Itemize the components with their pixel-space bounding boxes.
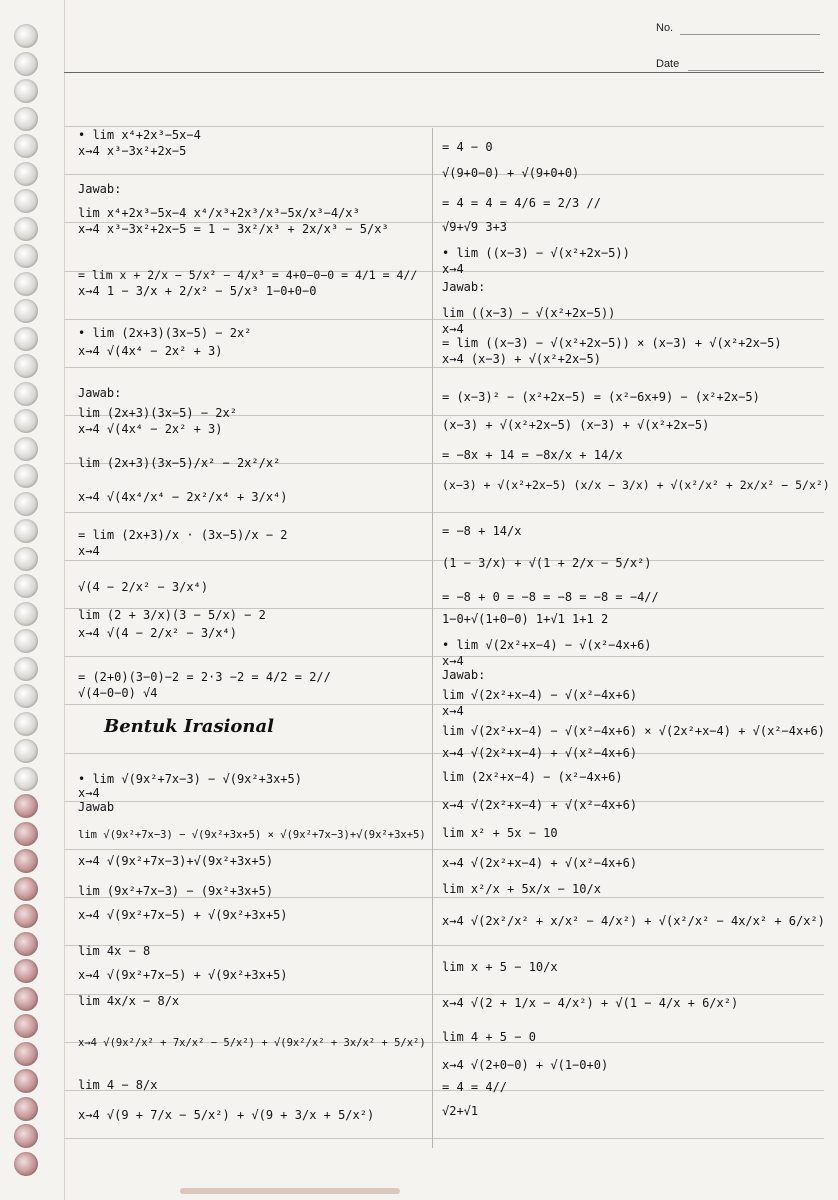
- binder-hole: [14, 327, 38, 351]
- left-math-line: lim 4x/x − 8/x: [78, 994, 180, 1008]
- left-math-line: x→4 √(4x⁴ − 2x² + 3): [78, 344, 223, 358]
- left-math-line: x→4 √(4x⁴/x⁴ − 2x²/x⁴ + 3/x⁴): [78, 490, 288, 504]
- binder-hole: [14, 519, 38, 543]
- binder-hole: [14, 574, 38, 598]
- left-math-line: lim (9x²+7x−3) − (9x²+3x+5): [78, 884, 274, 898]
- left-math-line: • lim √(9x²+7x−3) − √(9x²+3x+5): [78, 772, 302, 786]
- binder-hole: [14, 1124, 38, 1148]
- binder-hole: [14, 739, 38, 763]
- binder-hole: [14, 244, 38, 268]
- no-line: [680, 34, 820, 35]
- binder-hole: [14, 657, 38, 681]
- right-math-line: = (x−3)² − (x²+2x−5) = (x²−6x+9) − (x²+2x−5): [442, 390, 760, 404]
- binder-hole: [14, 904, 38, 928]
- left-math-line: lim (2x+3)(3x−5)/x² − 2x²/x²: [78, 456, 281, 470]
- binder-hole: [14, 877, 38, 901]
- binder-hole: [14, 1014, 38, 1038]
- binder-hole: [14, 299, 38, 323]
- binder-hole: [14, 162, 38, 186]
- binder-hole: [14, 24, 38, 48]
- right-math-line: x→4 √(2x²+x−4) + √(x²−4x+6): [442, 746, 638, 760]
- date-label: Date: [656, 58, 680, 70]
- right-math-line: x→4 √(2x²/x² + x/x² − 4/x²) + √(x²/x² − 4x/x² + 6/x²): [442, 914, 825, 928]
- margin-line: [64, 0, 65, 1200]
- ruled-line: [64, 367, 824, 368]
- right-math-line: = −8 + 0 = −8 = −8 = −8 = −4//: [442, 590, 659, 604]
- right-math-line: lim (2x²+x−4) − (x²−4x+6): [442, 770, 623, 784]
- left-math-line: x→4 1 − 3/x + 2/x² − 5/x³ 1−0+0−0: [78, 284, 317, 298]
- date-line: [688, 70, 820, 71]
- left-math-line: = (2+0)(3−0)−2 = 2·3 −2 = 4/2 = 2//: [78, 670, 331, 684]
- left-math-line: x→4 √(9x²+7x−3)+√(9x²+3x+5): [78, 854, 274, 868]
- binder-hole: [14, 437, 38, 461]
- torn-edge: [180, 1188, 400, 1194]
- left-math-line: x→4 √(9x²+7x−5) + √(9x²+3x+5): [78, 968, 288, 982]
- right-math-line: = lim ((x−3) − √(x²+2x−5)) × (x−3) + √(x²+2x−5): [442, 336, 782, 350]
- ruled-line: [64, 849, 824, 850]
- right-math-line: x→4 √(2+0−0) + √(1−0+0): [442, 1058, 609, 1072]
- right-math-line: lim √(2x²+x−4) − √(x²−4x+6): [442, 688, 638, 702]
- binder-hole: [14, 492, 38, 516]
- binder-hole: [14, 1042, 38, 1066]
- binder-hole: [14, 52, 38, 76]
- right-math-line: x→4 (x−3) + √(x²+2x−5): [442, 352, 601, 366]
- left-math-line: lim (2 + 3/x)(3 − 5/x) − 2: [78, 608, 266, 622]
- ruled-line: [64, 945, 824, 946]
- right-math-line: x→4 √(2 + 1/x − 4/x²) + √(1 − 4/x + 6/x²): [442, 996, 739, 1010]
- binder-hole: [14, 464, 38, 488]
- binder-hole: [14, 1069, 38, 1093]
- left-math-line: = lim (2x+3)/x · (3x−5)/x − 2: [78, 528, 288, 542]
- right-math-line: √(9+0−0) + √(9+0+0): [442, 166, 580, 180]
- binder-hole: [14, 822, 38, 846]
- right-math-line: • lim √(2x²+x−4) − √(x²−4x+6): [442, 638, 652, 652]
- binder-hole: [14, 629, 38, 653]
- left-math-line: x→4 √(9x²+7x−5) + √(9x²+3x+5): [78, 908, 288, 922]
- right-math-line: lim x² + 5x − 10: [442, 826, 558, 840]
- left-math-line: x→4 x³−3x²+2x−5: [78, 144, 187, 158]
- right-math-line: x→4: [442, 654, 464, 668]
- left-math-line: x→4 √(4x⁴ − 2x² + 3): [78, 422, 223, 436]
- ruled-line: [64, 126, 824, 127]
- left-math-line: x→4 √(9x²/x² + 7x/x² − 5/x²) + √(9x²/x² + 3x/x² + 5/x²): [78, 1037, 426, 1049]
- binder-hole: [14, 272, 38, 296]
- binder-holes: [14, 24, 44, 1184]
- binder-hole: [14, 849, 38, 873]
- right-math-line: = 4 = 4//: [442, 1080, 508, 1094]
- left-math-line: lim (2x+3)(3x−5) − 2x²: [78, 406, 237, 420]
- right-math-line: x→4 √(2x²+x−4) + √(x²−4x+6): [442, 856, 638, 870]
- right-math-line: = 4 − 0: [442, 140, 493, 154]
- binder-hole: [14, 217, 38, 241]
- left-math-line: = lim x + 2/x − 5/x² − 4/x³ = 4+0−0−0 = 4/1 = 4//: [78, 268, 418, 282]
- binder-hole: [14, 959, 38, 983]
- right-math-line: (1 − 3/x) + √(1 + 2/x − 5/x²): [442, 556, 652, 570]
- left-math-line: x→4: [78, 786, 100, 800]
- right-math-line: = −8 + 14/x: [442, 524, 522, 538]
- binder-hole: [14, 79, 38, 103]
- left-math-line: lim 4 − 8/x: [78, 1078, 158, 1092]
- binder-hole: [14, 794, 38, 818]
- left-math-line: √(4−0−0) √4: [78, 686, 158, 700]
- binder-hole: [14, 1152, 38, 1176]
- binder-hole: [14, 547, 38, 571]
- binder-hole: [14, 354, 38, 378]
- right-math-line: lim x + 5 − 10/x: [442, 960, 558, 974]
- left-math-line: x→4 √(4 − 2/x² − 3/x⁴): [78, 626, 237, 640]
- right-math-line: lim x²/x + 5x/x − 10/x: [442, 882, 601, 896]
- right-math-line: 1−0+√(1+0−0) 1+√1 1+1 2: [442, 612, 609, 626]
- no-label: No.: [656, 22, 674, 34]
- left-math-line: x→4: [78, 544, 100, 558]
- right-math-line: (x−3) + √(x²+2x−5) (x/x − 3/x) + √(x²/x² + 2x/x² − 5/x²): [442, 478, 830, 492]
- left-math-line: √(4 − 2/x² − 3/x⁴): [78, 580, 209, 594]
- right-math-line: x→4: [442, 262, 464, 276]
- left-math-line: Jawab:: [78, 182, 122, 196]
- left-math-line: lim x⁴+2x³−5x−4 x⁴/x³+2x³/x³−5x/x³−4/x³: [78, 206, 360, 220]
- right-math-line: Jawab:: [442, 668, 486, 682]
- top-rule: [64, 72, 824, 73]
- right-math-line: lim 4 + 5 − 0: [442, 1030, 536, 1044]
- left-math-line: x→4 x³−3x²+2x−5 = 1 − 3x²/x³ + 2x/x³ − 5/x³: [78, 222, 389, 236]
- right-math-line: = 4 = 4 = 4/6 = 2/3 //: [442, 196, 601, 210]
- left-math-line: Jawab:: [78, 386, 122, 400]
- binder-hole: [14, 602, 38, 626]
- binder-hole: [14, 134, 38, 158]
- section-title: Bentuk Irasional: [104, 716, 275, 737]
- ruled-line: [64, 1138, 824, 1139]
- binder-hole: [14, 767, 38, 791]
- binder-hole: [14, 684, 38, 708]
- right-math-line: √2+√1: [442, 1104, 479, 1118]
- left-math-line: lim 4x − 8: [78, 944, 151, 958]
- right-math-line: = −8x + 14 = −8x/x + 14/x: [442, 448, 623, 462]
- right-math-line: (x−3) + √(x²+2x−5) (x−3) + √(x²+2x−5): [442, 418, 710, 432]
- right-math-line: x→4: [442, 704, 464, 718]
- right-math-line: x→4: [442, 322, 464, 336]
- right-math-line: lim √(2x²+x−4) − √(x²−4x+6) × √(2x²+x−4) + √(x²−4x+6): [442, 724, 825, 738]
- right-math-line: √9+√9 3+3: [442, 220, 508, 234]
- binder-hole: [14, 189, 38, 213]
- column-divider: [432, 128, 433, 1148]
- binder-hole: [14, 1097, 38, 1121]
- right-math-line: x→4 √(2x²+x−4) + √(x²−4x+6): [442, 798, 638, 812]
- left-math-line: lim √(9x²+7x−3) − √(9x²+3x+5) × √(9x²+7x−3)+√(9x²+3x+5): [78, 829, 426, 841]
- left-math-line: • lim (2x+3)(3x−5) − 2x²: [78, 326, 252, 340]
- ruled-line: [64, 512, 824, 513]
- right-math-line: Jawab:: [442, 280, 486, 294]
- binder-hole: [14, 712, 38, 736]
- left-math-line: Jawab: [78, 800, 115, 814]
- binder-hole: [14, 409, 38, 433]
- left-math-line: x→4 √(9 + 7/x − 5/x²) + √(9 + 3/x + 5/x²): [78, 1108, 375, 1122]
- binder-hole: [14, 932, 38, 956]
- binder-hole: [14, 382, 38, 406]
- right-math-line: lim ((x−3) − √(x²+2x−5)): [442, 306, 616, 320]
- binder-hole: [14, 987, 38, 1011]
- left-math-line: • lim x⁴+2x³−5x−4: [78, 128, 201, 142]
- right-math-line: • lim ((x−3) − √(x²+2x−5)): [442, 246, 630, 260]
- binder-hole: [14, 107, 38, 131]
